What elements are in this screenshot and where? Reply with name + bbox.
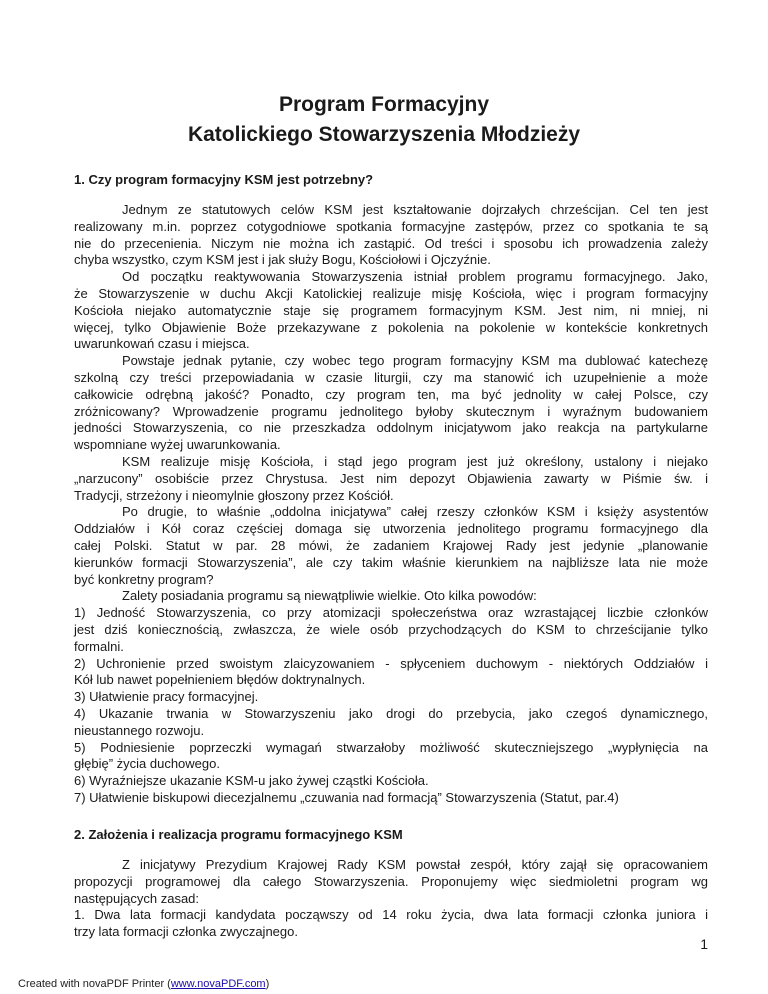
paragraph <box>74 907 708 941</box>
paragraph <box>74 656 708 690</box>
text-line: formalni. <box>74 638 124 654</box>
text-line: Kół lub nawet popełnieniem błędów doktrynalnych. <box>74 672 366 688</box>
footer-text: Created with novaPDF Printer ( <box>18 978 171 990</box>
text-line: Po drugie, to właśnie „oddolna inicjatywa” całej rzeszy członków KSM i księży asystentów <box>122 504 708 520</box>
document-title-line-1: Program Formacyjny <box>278 93 490 116</box>
text-line: Zalety posiadania programu są niewątpliwie wielkie. Oto kilka powodów: <box>122 588 537 604</box>
text-line: „narzucony” osobiście przez Chrystusa. Jest nim depozyt Objawienia zawarty w Piśmie św. i <box>74 470 708 486</box>
paragraph <box>74 353 708 454</box>
text-line: jedności Stowarzyszenia, co nie przeszkadza oddolnym inicjatywom jako reakcja na partykularne <box>74 420 708 436</box>
text-line: trzy lata formacji członka zwyczajnego. <box>74 924 298 940</box>
paragraph <box>74 740 708 774</box>
text-line: całkowicie odrębną jakość? Ponadto, czy program ten, ma być jednolity w całej Polsce, czy <box>74 386 708 402</box>
text-line: Jednym ze statutowych celów KSM jest kształtowanie dojrzałych chrześcijan. Cel ten jest <box>122 202 708 217</box>
text-line: być konkretny program? <box>74 571 214 587</box>
text-line: kierunków formacji Stowarzyszenia”, ale czy takim właśnie kierunkiem na najbliższe lata nie może <box>74 554 708 570</box>
text-line: głębię” życia duchowego. <box>74 756 220 772</box>
text-line: 6) Wyraźniejsze ukazanie KSM-u jako żywej cząstki Kościoła. <box>74 773 429 789</box>
text-line: 1. Dwa lata formacji kandydata począwszy od 14 roku życia, dwa lata formacji członka juniora i <box>74 907 708 923</box>
section-1-body <box>74 202 708 807</box>
text-line: nie do przecenienia. Niczym nie można ich zastąpić. Od treści i sposobu ich prowadzenia zależy <box>74 235 708 251</box>
text-line: następujących zasad: <box>74 890 200 906</box>
paragraph <box>74 773 708 790</box>
footer-close: ) <box>265 978 270 990</box>
paragraph <box>74 689 708 706</box>
text-line: całej Polski. Statut w par. 28 mówi, że zadaniem Krajowej Rady jest jedynie „planowanie <box>74 537 708 553</box>
paragraph <box>74 706 708 740</box>
paragraph <box>74 202 708 269</box>
text-line: KSM realizuje misję Kościoła, i stąd jego program jest już określony, ustalony i niejako <box>122 453 708 469</box>
section-2-body <box>74 857 708 941</box>
text-line: Od początku reaktywowania Stowarzyszenia istniał problem programu formacyjnego. Jako, <box>122 269 708 285</box>
text-line: uwarunkowań czasu i miejsca. <box>74 336 250 352</box>
text-line: Powstaje jednak pytanie, czy wobec tego program formacyjny KSM ma dublować katechezę <box>122 353 708 369</box>
text-line: 3) Ułatwienie pracy formacyjnej. <box>74 689 259 705</box>
paragraph <box>74 588 708 605</box>
text-line: zróżnicowany? Wprowadzenie programu jednolitego byłoby skutecznym i wyraźnym budowaniem <box>74 403 708 419</box>
text-line: Tradycji, strzeżony i nieomylnie głoszony przez Kościół. <box>74 487 394 503</box>
text-line: chyba wszystko, czym KSM jest i jak służy Bogu, Kościołowi i Ojczyźnie. <box>74 252 491 268</box>
document-title-line-2: Katolickiego Stowarzyszenia Młodzieży <box>187 123 581 146</box>
text-line: że Stowarzyszenie w duchu Akcji Katolickiej realizuje misję Kościoła, więc i program formacyjny <box>74 285 708 301</box>
footer-link[interactable]: www.novaPDF.com <box>170 978 266 990</box>
text-line: jest dziś koniecznością, zwłaszcza, że wiele osób przychodzących do KSM to chrześcijanie tylko <box>74 621 708 637</box>
text-line: 2) Uchronienie przed swoistym zlaicyzowaniem - spłyceniem duchowym - niektórych Oddziałów i <box>74 655 708 671</box>
text-line: propozycji programowej dla całego Stowarzyszenia. Proponujemy więc siedmioletni program wg <box>74 873 708 889</box>
text-line: realizowany m.in. poprzez cotygodniowe spotkania formacyjne zastępów, przez co spotkania te są <box>74 218 708 234</box>
text-line: Oddziałów i Kół coraz częściej domaga się utworzenia jednolitego programu formacyjnego dla <box>74 521 708 537</box>
paragraph <box>74 857 708 907</box>
text-line: 1) Jedność Stowarzyszenia, co przy atomizacji społeczeństwa oraz wzrastającej liczbie członków <box>74 605 708 621</box>
text-line: nieustannego rozwoju. <box>74 722 205 738</box>
page-number: 1 <box>700 936 708 952</box>
footer-note <box>18 978 269 990</box>
paragraph <box>74 790 708 807</box>
text-line: 4) Ukazanie trwania w Stowarzyszeniu jako drogi do przebycia, jako czegoś dynamicznego, <box>74 705 708 721</box>
text-line: 5) Podniesienie poprzeczki wymagań stwarzałoby możliwość skuteczniejszego „wypłynięcia na <box>74 739 708 755</box>
text-line: szkolną czy treści przepowiadania w czasie liturgii, czy ma stanowić ich uzupełnienie a może <box>74 369 708 385</box>
paragraph <box>74 269 708 353</box>
text-line: Kościoła niejako automatycznie staje się programem formacyjnym KSM. Jest nim, ni mniej, ni <box>74 302 708 318</box>
section-1-heading: 1. Czy program formacyjny KSM jest potrzebny? <box>74 172 374 187</box>
section-2-heading: 2. Założenia i realizacja programu formacyjnego KSM <box>74 827 403 842</box>
paragraph <box>74 454 708 504</box>
text-line: Z inicjatywy Prezydium Krajowej Rady KSM powstał zespół, który zajął się opracowaniem <box>122 857 708 872</box>
text-line: 7) Ułatwienie biskupowi diecezjalnemu „czuwania nad formacją” Stowarzyszenia (Statut, par.4) <box>74 789 619 805</box>
paragraph <box>74 504 708 588</box>
paragraph <box>74 605 708 655</box>
text-line: wspomniane wyżej uwarunkowania. <box>74 437 281 453</box>
text-line: więcej, tylko Objawienie Boże przekazywane z pokolenia na pokolenie w kontekście konkretnych <box>74 319 708 335</box>
